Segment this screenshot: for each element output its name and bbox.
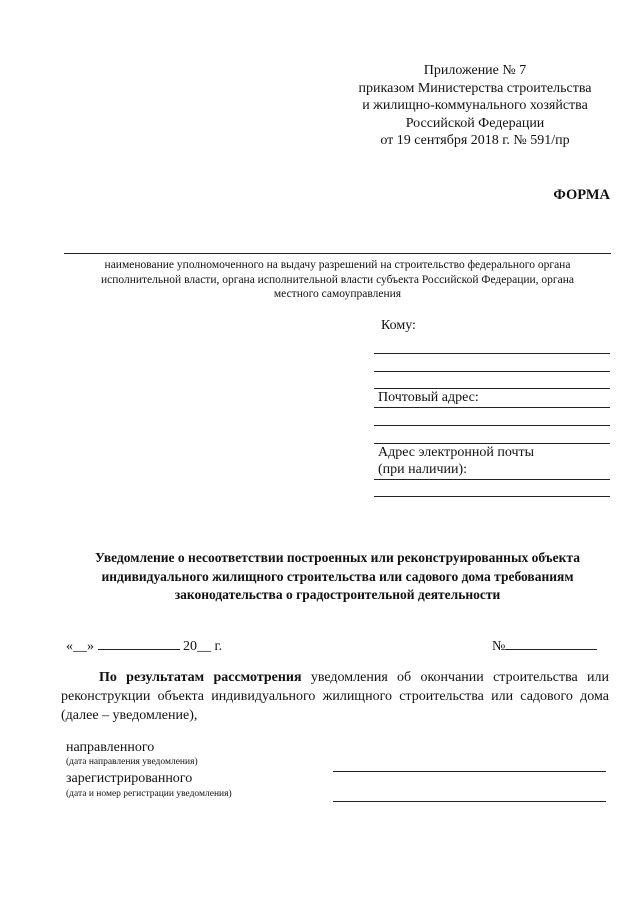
year-field[interactable]: __: [197, 639, 211, 654]
title-line: Уведомление о несоответствии построенных или реконструированных объекта: [95, 550, 580, 565]
email-line-1[interactable]: [374, 479, 610, 480]
appendix-block: [340, 62, 610, 150]
caption-line: местного самоуправления: [273, 288, 402, 300]
email-label: Адрес электронной почты: [378, 445, 535, 460]
year-suffix: г.: [214, 639, 223, 654]
year-prefix: 20: [183, 639, 197, 654]
quote-open: «: [66, 639, 73, 654]
appendix-line: и жилищно-коммунального хозяйства: [362, 98, 588, 113]
to-label: Кому:: [381, 318, 416, 333]
sent-caption: (дата направления уведомления): [66, 757, 198, 767]
body-bold-intro: По результатам рассмотрения: [99, 670, 302, 685]
organization-caption: [65, 258, 610, 302]
appendix-line: от 19 сентября 2018 г. № 591/пр: [380, 133, 570, 148]
sent-label: направленного: [66, 740, 155, 755]
postal-address-label: Почтовый адрес:: [378, 390, 479, 405]
postal-line-3[interactable]: [374, 443, 610, 444]
email-line-2[interactable]: [374, 496, 610, 497]
to-line-3[interactable]: [374, 388, 610, 389]
caption-line: исполнительной власти, органа исполнительной власти субъекта Российской Федерации, органа: [100, 273, 575, 286]
postal-line-1[interactable]: [374, 407, 610, 408]
notice-title: [60, 549, 615, 605]
registered-label: зарегистрированного: [66, 771, 193, 786]
date-line: [66, 637, 222, 655]
month-field[interactable]: [98, 637, 180, 650]
sent-date-line[interactable]: [333, 771, 606, 772]
email-label-note: (при наличии):: [378, 462, 468, 477]
appendix-line: приказом Министерства строительства: [358, 80, 592, 96]
number-sign: №: [492, 639, 506, 654]
body-text: уведомления об окончании строительства или реконструкции объекта индивидуального жилищного строительства или садового дома (далее – уведомление),: [61, 670, 609, 723]
appendix-line: Приложение № 7: [423, 63, 527, 78]
title-line: индивидуального жилищного строительства или садового дома требованиям: [101, 568, 574, 584]
to-line-2[interactable]: [374, 371, 610, 372]
day-field[interactable]: __: [73, 639, 87, 654]
number-field[interactable]: [505, 637, 597, 650]
registered-caption: (дата и номер регистрации уведомления): [66, 789, 232, 799]
body-paragraph: [61, 668, 609, 725]
organization-line: [64, 253, 611, 254]
title-line: законодательства о градостроительной деятельности: [174, 587, 501, 602]
number-line: [492, 637, 597, 655]
registered-line[interactable]: [333, 801, 606, 802]
caption-line: наименование уполномоченного на выдачу разрешений на строительство федерального органа: [104, 259, 571, 271]
form-label: ФОРМА: [553, 187, 610, 203]
appendix-line: Российской Федерации: [405, 115, 545, 131]
quote-close: »: [87, 639, 94, 654]
to-line-1[interactable]: [374, 353, 610, 354]
postal-line-2[interactable]: [374, 425, 610, 426]
